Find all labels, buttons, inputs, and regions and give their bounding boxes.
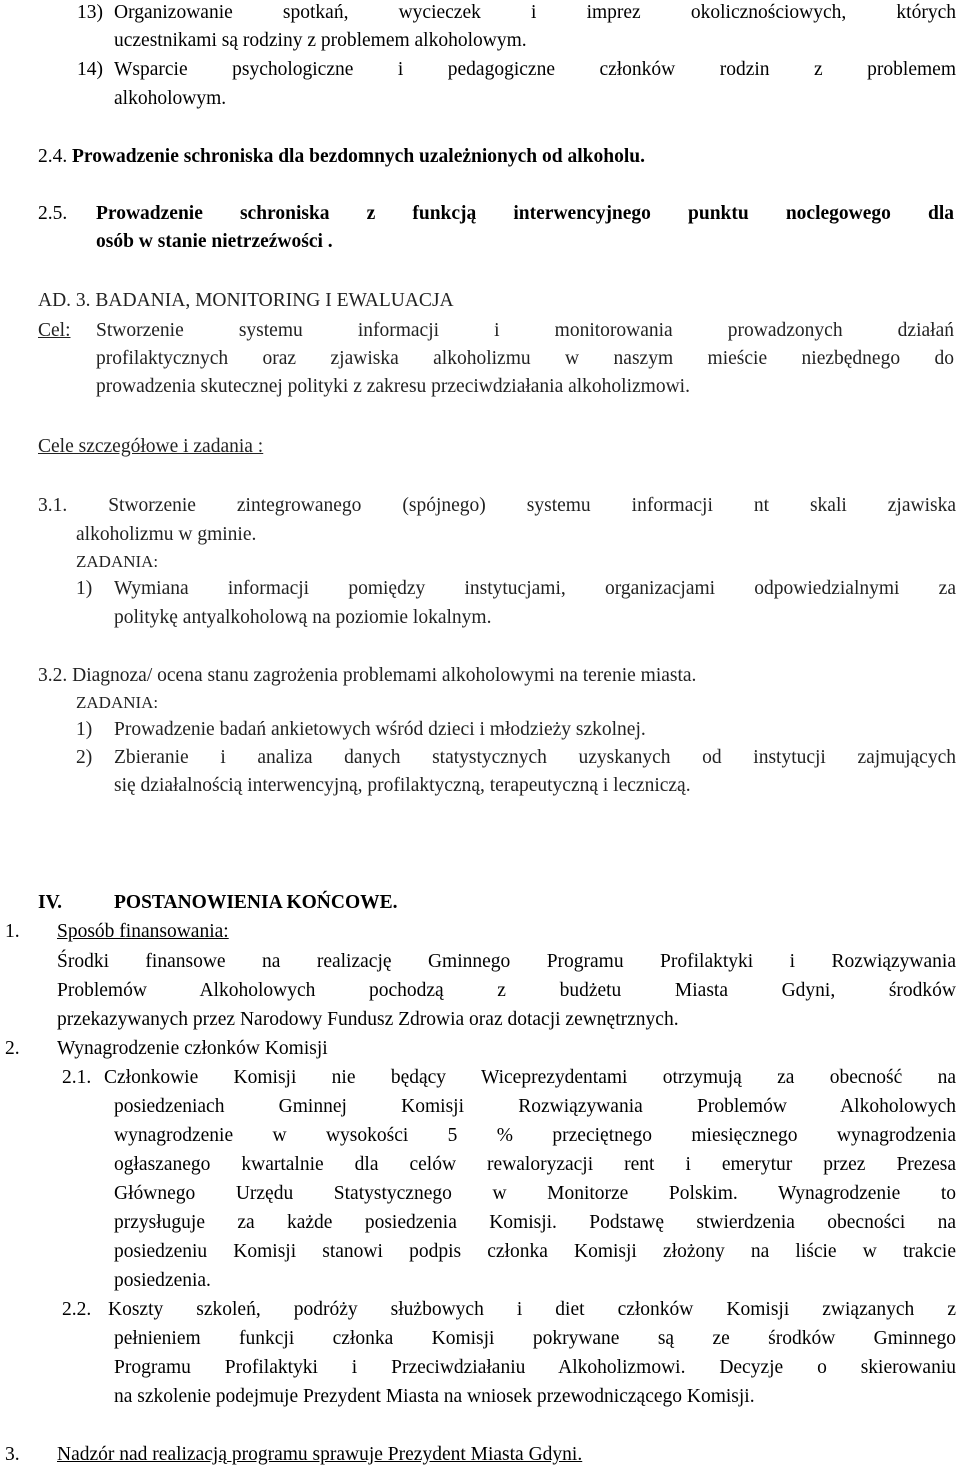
goal-label: Cel:	[38, 320, 71, 341]
list-item-text: uczestnikami są rodziny z problemem alkoholowym.	[114, 30, 527, 51]
paragraph-line: alkoholizmu w gminie.	[76, 524, 257, 545]
section-number: 2.5.	[38, 203, 68, 224]
section-heading: osób w stanie nietrzeźwości .	[96, 231, 333, 252]
subheading: Cele szczegółowe i zadania :	[38, 436, 264, 457]
paragraph-line: 3.1. Stworzenie zintegrowanego (spójnego) systemu informacji nt skali zjawiska	[38, 495, 956, 516]
chapter-number: IV.	[38, 892, 63, 913]
list-number: 14)	[77, 59, 103, 80]
list-item-text: politykę antyalkoholową na poziomie lokalnym.	[114, 607, 492, 628]
paragraph-line: Programu Profilaktyki i Przeciwdziałaniu Alkoholizmowi. Decyzje o skierowaniu	[114, 1357, 956, 1378]
paragraph-line: przekazywanych przez Narodowy Fundusz Zdrowia oraz dotacji zewnętrznych.	[57, 1009, 679, 1030]
section-heading: Prowadzenie schroniska dla bezdomnych uzależnionych od alkoholu.	[72, 146, 645, 167]
subheading: Wynagrodzenie członków Komisji	[57, 1038, 328, 1059]
paragraph-line: wynagrodzenie w wysokości 5 % przeciętnego miesięcznego wynagrodzenia	[114, 1125, 956, 1146]
list-item-text: Wsparcie psychologiczne i pedagogiczne członków rodzin z problemem	[114, 59, 956, 80]
list-number: 1)	[76, 719, 93, 740]
list-number: 2.2.	[62, 1299, 92, 1320]
list-item-text: Organizowanie spotkań, wycieczek i imprez okolicznościowych, których	[114, 2, 956, 23]
section-heading: Prowadzenie schroniska z funkcją interwencyjnego punktu noclegowego dla	[96, 203, 954, 224]
section-heading: AD. 3. BADANIA, MONITORING I EWALUACJA	[38, 290, 454, 311]
list-item-text: się działalnością interwencyjną, profilaktyczną, terapeutyczną i leczniczą.	[114, 775, 691, 796]
paragraph-line: przysługuje za każde posiedzenia Komisji. Podstawę stwierdzenia obecności na	[114, 1212, 956, 1233]
tasks-label: ZADANIA:	[76, 552, 159, 571]
paragraph-line: na szkolenie podejmuje Prezydent Miasta na wniosek przewodniczącego Komisji.	[114, 1386, 755, 1407]
list-item-text: Zbieranie i analiza danych statystycznych uzyskanych od instytucji zajmujących	[114, 747, 956, 768]
paragraph-line: Członkowie Komisji nie będący Wiceprezydentami otrzymują za obecność na	[104, 1067, 956, 1088]
paragraph-line: Nadzór nad realizacją programu sprawuje Prezydent Miasta Gdyni.	[57, 1444, 583, 1465]
chapter-title: POSTANOWIENIA KOŃCOWE.	[114, 892, 398, 913]
paragraph-line: posiedzeniach Gminnej Komisji Rozwiązywania Problemów Alkoholowych	[114, 1096, 956, 1117]
list-number: 1.	[5, 921, 20, 942]
goal-text: prowadzenia skutecznej polityki z zakresu przeciwdziałania alkoholizmowi.	[96, 376, 690, 397]
paragraph-line: posiedzenia.	[114, 1270, 211, 1291]
list-number: 3.	[5, 1444, 20, 1465]
list-number: 2.1.	[62, 1067, 92, 1088]
tasks-label: ZADANIA:	[76, 693, 159, 712]
list-item-text: alkoholowym.	[114, 88, 227, 109]
paragraph-line: Środki finansowe na realizację Gminnego Programu Profilaktyki i Rozwiązywania	[57, 951, 956, 972]
list-number: 1)	[76, 578, 93, 599]
list-number: 2.	[5, 1038, 20, 1059]
paragraph-line: posiedzeniu Komisji stanowi podpis członka Komisji złożony na liście w trakcie	[114, 1241, 956, 1262]
paragraph-line: Głównego Urzędu Statystycznego w Monitorze Polskim. Wynagrodzenie to	[114, 1183, 956, 1204]
list-number: 13)	[77, 2, 103, 23]
goal-text: Stworzenie systemu informacji i monitorowania prowadzonych działań	[96, 320, 954, 341]
paragraph-line: 3.2. Diagnoza/ ocena stanu zagrożenia problemami alkoholowymi na terenie miasta.	[38, 665, 697, 686]
subheading: Sposób finansowania:	[57, 921, 229, 942]
list-number: 2)	[76, 747, 93, 768]
paragraph-line: Problemów Alkoholowych pochodzą z budżetu Miasta Gdyni, środków	[57, 980, 956, 1001]
list-item-text: Prowadzenie badań ankietowych wśród dzieci i młodzieży szkolnej.	[114, 719, 646, 740]
paragraph-line: Koszty szkoleń, podróży służbowych i diet członków Komisji związanych z	[108, 1299, 956, 1320]
goal-text: profilaktycznych oraz zjawiska alkoholizmu w naszym mieście niezbędnego do	[96, 348, 954, 369]
list-item-text: Wymiana informacji pomiędzy instytucjami, organizacjami odpowiedzialnymi za	[114, 578, 956, 599]
paragraph-line: pełnieniem funkcji członka Komisji pokrywane są ze środków Gminnego	[114, 1328, 956, 1349]
section-number: 2.4.	[38, 146, 68, 167]
paragraph-line: ogłaszanego kwartalnie dla celów rewaloryzacji rent i emerytur przez Prezesa	[114, 1154, 956, 1175]
